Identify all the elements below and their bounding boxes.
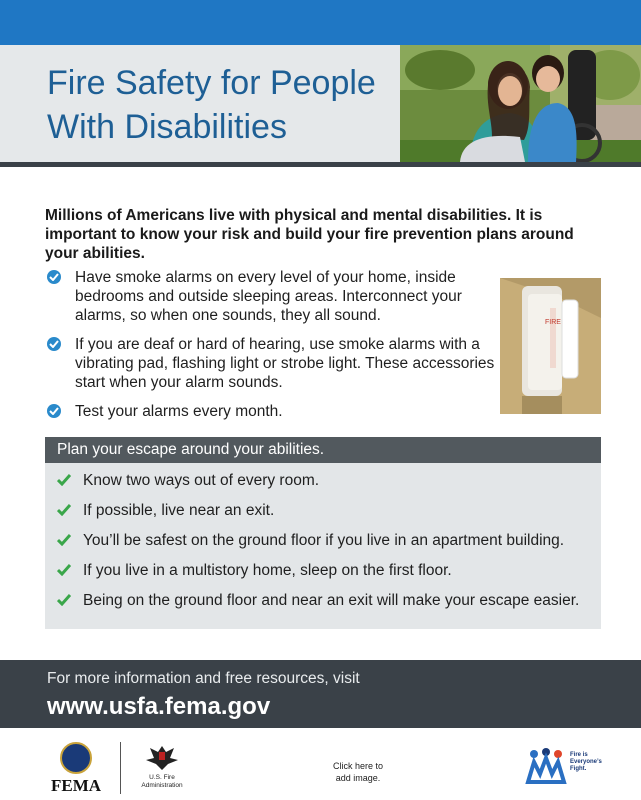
footer-band: [0, 660, 641, 728]
plan-item-text: You’ll be safest on the ground floor if you live in an apartment building.: [83, 532, 565, 549]
check-circle-icon: [47, 337, 61, 351]
footer-info-text: For more information and free resources, visit: [47, 670, 360, 687]
plan-item-text: If you live in a multistory home, sleep on the first floor.: [83, 562, 452, 579]
usfa-wordmark: U.S. Fire Administration: [141, 774, 183, 789]
bullet-text: If you are deaf or hard of hearing, use smoke alarms with a vibrating pad, flashing light or strobe light. These accessories start when your alarm sounds.: [75, 336, 495, 391]
list-item: [57, 501, 597, 520]
check-circle-icon: [47, 270, 61, 284]
green-check-icon: [57, 534, 71, 546]
list-item: [45, 402, 495, 421]
list-item: [45, 335, 495, 392]
page-title: [47, 61, 397, 149]
header-divider: [0, 162, 641, 167]
top-color-band: [0, 0, 641, 45]
fire-slogan: Fire is Everyone’s Fight.: [570, 752, 602, 772]
escape-plan-box: [45, 437, 601, 629]
click-line1: Click here to: [332, 761, 384, 771]
plan-item-text: Know two ways out of every room.: [83, 472, 320, 489]
list-item: [45, 268, 495, 325]
escape-plan-header: Plan your escape around your abilities.: [45, 437, 601, 463]
usfa-logo: [132, 742, 192, 798]
usfa-eagle-icon: [132, 742, 192, 772]
logo-divider: [120, 742, 121, 794]
usfa-website-link[interactable]: www.usfa.fema.gov: [47, 693, 271, 720]
green-check-icon: [57, 504, 71, 516]
list-item: [57, 591, 597, 610]
plan-item-text: Being on the ground floor and near an exit will make your escape easier.: [83, 592, 580, 609]
bullet-text: Have smoke alarms on every level of your home, inside bedrooms and outside sleeping areas. Interconnect your alarms, so when one sounds, they all sound.: [75, 269, 462, 324]
hero-photo-woman-and-child-wheelchair: [400, 45, 641, 162]
fema-logo: [46, 742, 106, 798]
add-image-placeholder[interactable]: [318, 760, 398, 784]
list-item: [57, 531, 597, 550]
check-circle-icon: [47, 404, 61, 418]
green-check-icon: [57, 594, 71, 606]
alarm-bullet-list: [45, 268, 495, 431]
alarm-label: FIRE: [545, 319, 561, 326]
green-check-icon: [57, 564, 71, 576]
smoke-alarm-strobe-photo: [500, 278, 601, 414]
page-title-line1: Fire Safety for People: [47, 64, 376, 102]
people-figures-icon: [524, 748, 568, 784]
green-check-icon: [57, 474, 71, 486]
page-title-line2: With Disabilities: [47, 108, 287, 146]
bullet-text: Test your alarms every month.: [75, 403, 283, 420]
fema-wordmark: FEMA: [50, 776, 102, 795]
list-item: [57, 471, 597, 490]
dhs-seal-icon: [60, 742, 92, 774]
fire-is-everyones-fight-logo: [524, 748, 604, 788]
click-line2: add image.: [335, 773, 381, 783]
list-item: [57, 561, 597, 580]
intro-paragraph: Millions of Americans live with physical and mental disabilities. It is important to know your risk and build your fire prevention plans around your abilities.: [45, 207, 574, 262]
escape-plan-list: [57, 471, 597, 621]
logo-row: [0, 728, 641, 800]
plan-item-text: If possible, live near an exit.: [83, 502, 275, 519]
